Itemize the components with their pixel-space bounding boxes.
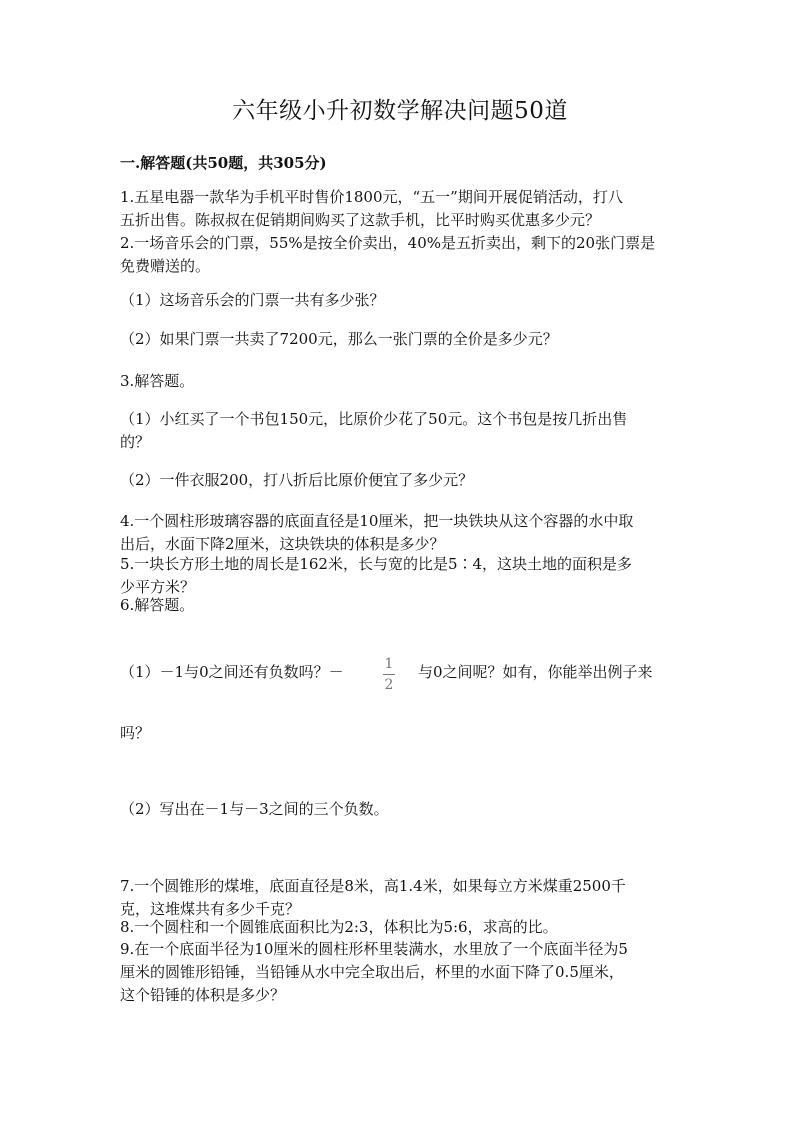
question-5-line-2: 少平方米？ — [120, 578, 196, 596]
question-7-line-1: 7.一个圆锥形的煤堆，底面直径是8米，高1.4米，如果每立方米煤重2500千 — [120, 877, 626, 895]
question-9-line-1: 9.在一个底面半径为10厘米的圆柱形杯里装满水，水里放了一个底面半径为5 — [120, 940, 628, 958]
question-6: 6.解答题。 — [120, 596, 195, 614]
fraction-denominator: 2 — [384, 677, 394, 693]
question-9-line-3: 这个铅锤的体积是多少？ — [120, 986, 286, 1004]
question-2-line-2: 免费赠送的。 — [120, 257, 211, 275]
question-3-sub-2: （2）一件衣服200，打八折后比原价便宜了多少元？ — [120, 471, 474, 489]
fraction-numerator: 1 — [384, 656, 394, 672]
question-4-line-2: 出后，水面下降2厘米，这块铁块的体积是多少？ — [120, 535, 445, 553]
fraction-bar — [383, 674, 395, 675]
question-6-sub-1-part-2: 与0之间呢？如有，你能举出例子来 — [418, 663, 653, 681]
question-2 — [120, 232, 685, 278]
question-3-sub-1-line-2: 的？ — [120, 433, 151, 451]
fraction-one-half — [382, 657, 396, 693]
question-5 — [120, 553, 685, 599]
question-4 — [120, 510, 685, 556]
question-3-sub-1-line-1: （1）小红买了一个书包150元，比原价少花了50元。这个书包是按几折出售 — [120, 410, 628, 428]
question-5-line-1: 5.一块长方形土地的周长是162米，长与宽的比是5∶4，这块土地的面积是多 — [120, 555, 633, 573]
question-1-line-2: 五折出售。陈叔叔在促销期间购买了这款手机，比平时购买优惠多少元？ — [120, 211, 601, 229]
question-9 — [120, 938, 685, 1007]
question-8: 8.一个圆柱和一个圆锥底面积比为2:3，体积比为5:6，求高的比。 — [120, 918, 558, 936]
question-3: 3.解答题。 — [120, 372, 195, 390]
question-4-line-1: 4.一个圆柱形玻璃容器的底面直径是10厘米，把一块铁块从这个容器的水中取 — [120, 512, 634, 530]
question-2-sub-1: （1）这场音乐会的门票一共有多少张？ — [120, 291, 385, 309]
page-title: 六年级小升初数学解决问题50道 — [232, 98, 568, 124]
question-6-sub-1-part-3: 吗？ — [120, 724, 151, 742]
question-1-line-1: 1.五星电器一款华为手机平时售价1800元，“五一”期间开展促销活动，打八 — [120, 188, 623, 206]
question-2-line-1: 2.一场音乐会的门票，55%是按全价卖出，40%是五折卖出，剩下的20张门票是 — [120, 234, 656, 252]
question-3-sub-1 — [120, 408, 685, 454]
section-heading: 一.解答题(共50题，共305分) — [120, 154, 327, 172]
question-7 — [120, 875, 685, 921]
question-1 — [120, 186, 685, 232]
question-2-sub-2: （2）如果门票一共卖了7200元，那么一张门票的全价是多少元？ — [120, 330, 558, 348]
question-7-line-2: 克，这堆煤共有多少千克？ — [120, 900, 301, 918]
question-9-line-2: 厘米的圆锥形铅锤，当铅锤从水中完全取出后，杯里的水面下降了0.5厘米， — [120, 963, 624, 981]
question-6-sub-1-part-1: （1）－1与0之间还有负数吗？－ — [120, 663, 344, 681]
question-6-sub-2: （2）写出在－1与－3之间的三个负数。 — [120, 800, 389, 818]
